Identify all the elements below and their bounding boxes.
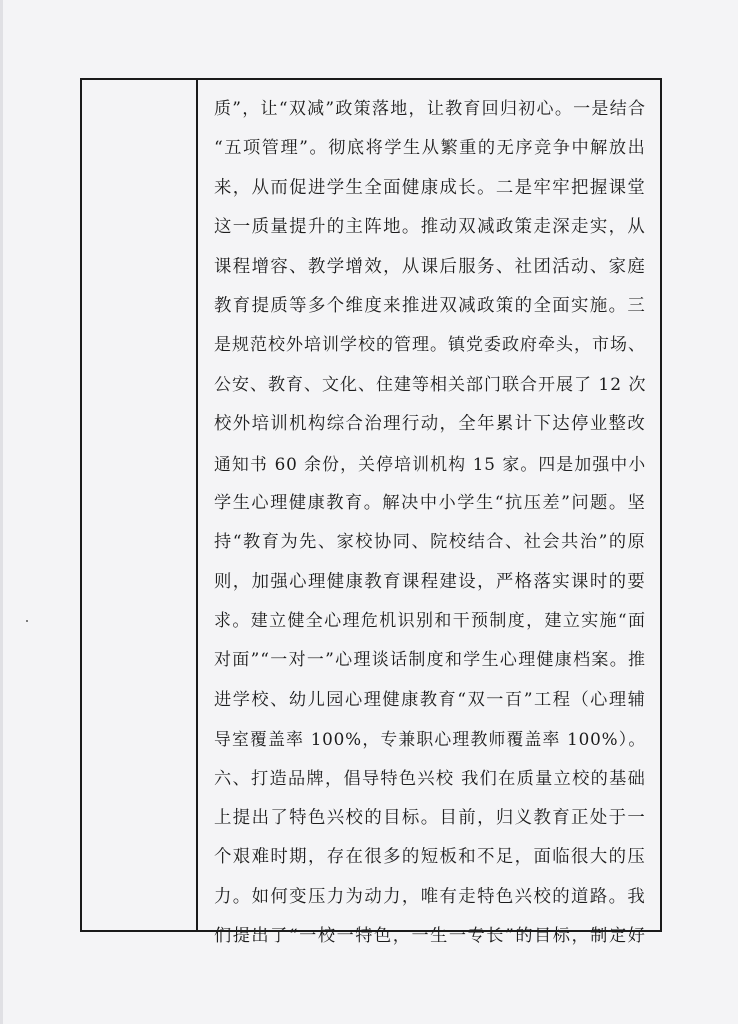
section-heading-line: 六、打造品牌，倡导特色兴校 我们在质量立校的基础 (214, 768, 646, 789)
text-line: 这一质量提升的主阵地。推动双减政策走深走实，从 (214, 217, 647, 238)
text-line: 通知书 60 余份，关停培训机构 15 家。四是加强中小 (214, 453, 646, 474)
text-line: 上提出了特色兴校的目标。目前，归义教育正处于一 (214, 808, 647, 829)
text-line: 教育提质等多个维度来推进双减政策的全面实施。三 (214, 295, 647, 316)
document-table (80, 78, 662, 947)
text-line: 公安、教育、文化、住建等相关部门联合开展了 12 次 (214, 374, 647, 395)
table-content-cell (214, 90, 647, 947)
text-line: 则，加强心理健康教育课程建设，严格落实课时的要 (214, 571, 647, 592)
table-left-column (82, 80, 198, 930)
text-line: 学生心理健康教育。解决中小学生“抗压差”问题。坚 (214, 492, 646, 513)
text-line: 个艰难时期，存在很多的短板和不足，面临很大的压 (214, 847, 647, 868)
text-line: 来，从而促进学生全面健康成长。二是牢牢把握课堂 (214, 177, 647, 198)
text-line: 们提出了“一校一特色，一生一专长”的目标，制定好 (214, 926, 646, 947)
text-line: 对面”“一对一”心理谈话制度和学生心理健康档案。推 (214, 650, 646, 671)
text-line: 质”，让“双减”政策落地，让教育回归初心。一是结合 (214, 99, 646, 119)
text-line: 课程增容、教学增效，从课后服务、社团活动、家庭 (214, 256, 647, 277)
text-line: 进学校、幼儿园心理健康教育“双一百”工程（心理辅 (214, 689, 646, 710)
text-line: 导室覆盖率 100%，专兼职心理教师覆盖率 100%）。 (214, 729, 646, 750)
text-line: 力。如何变压力为动力，唯有走特色兴校的道路。我 (214, 886, 647, 907)
text-line: “五项管理”。彻底将学生从繁重的无序竞争中解放出 (214, 138, 646, 159)
text-line: 持“教育为先、家校协同、院校结合、社会共治”的原 (214, 532, 646, 553)
scan-edge (0, 0, 3, 1024)
text-line: 校外培训机构综合治理行动，全年累计下达停业整改 (214, 414, 647, 435)
scan-speck (26, 620, 28, 622)
text-line: 求。建立健全心理危机识别和干预制度，建立实施“面 (214, 611, 646, 632)
text-line: 是规范校外培训学校的管理。镇党委政府牵头，市场、 (214, 335, 646, 356)
